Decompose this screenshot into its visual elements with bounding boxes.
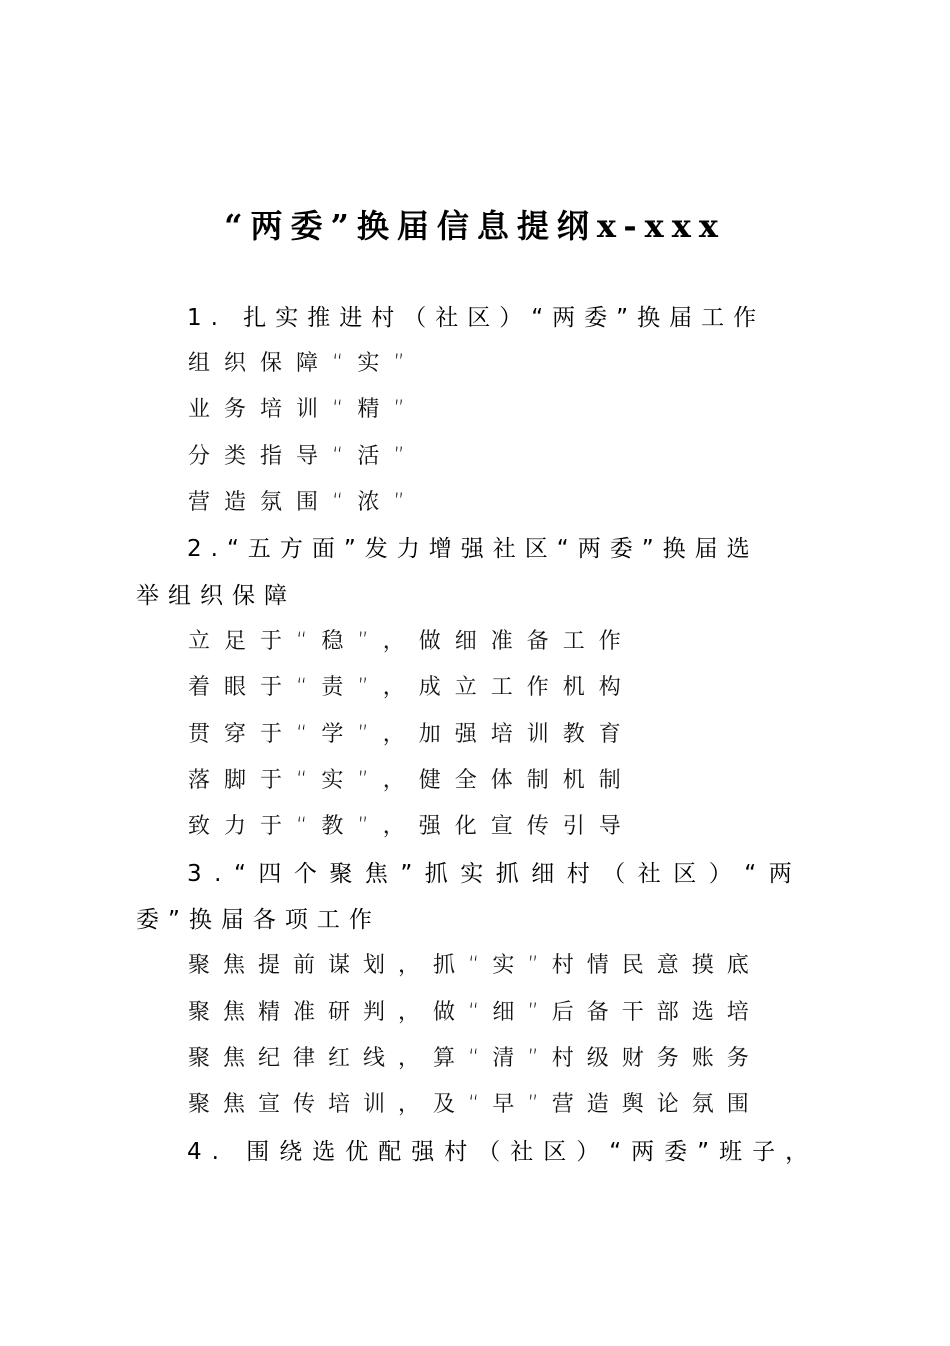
section-heading-2: 2.“五方面”发力增强社区“两委”换届选 xyxy=(187,536,759,562)
sub-item: 分类指导“活” xyxy=(188,444,419,469)
sub-item: 聚焦精准研判，做“细”后备干部选培 xyxy=(188,1000,762,1025)
sub-item: 组织保障“实” xyxy=(188,351,419,376)
section-heading-2-continued: 举组织保障 xyxy=(136,583,296,609)
section-heading-1: 1. 扎实推进村（社区）“两委”换届工作 xyxy=(187,305,766,331)
sub-item: 立足于“稳”，做细准备工作 xyxy=(188,629,635,654)
sub-item: 贯穿于“学”，加强培训教育 xyxy=(188,722,635,747)
sub-item: 聚焦纪律红线，算“清”村级财务账务 xyxy=(188,1046,762,1071)
sub-item: 聚焦提前谋划，抓“实”村情民意摸底 xyxy=(188,953,762,978)
section-heading-4: 4. 围绕选优配强村（社区）“两委”班子， xyxy=(187,1139,819,1165)
document-title: “两委”换届信息提纲x-xxx xyxy=(224,207,726,245)
section-heading-3-continued: 委”换届各项工作 xyxy=(136,907,381,933)
sub-item: 营造氛围“浓” xyxy=(188,490,419,515)
sub-item: 落脚于“实”，健全体制机制 xyxy=(188,768,635,793)
sub-item: 致力于“教”，强化宣传引导 xyxy=(188,814,635,839)
sub-item: 聚焦宣传培训，及“早”营造舆论氛围 xyxy=(188,1092,762,1117)
sub-item: 着眼于“责”，成立工作机构 xyxy=(188,675,635,700)
section-heading-3: 3.“四个聚焦”抓实抓细村（社区）“两 xyxy=(187,861,805,887)
sub-item: 业务培训“精” xyxy=(188,397,419,422)
